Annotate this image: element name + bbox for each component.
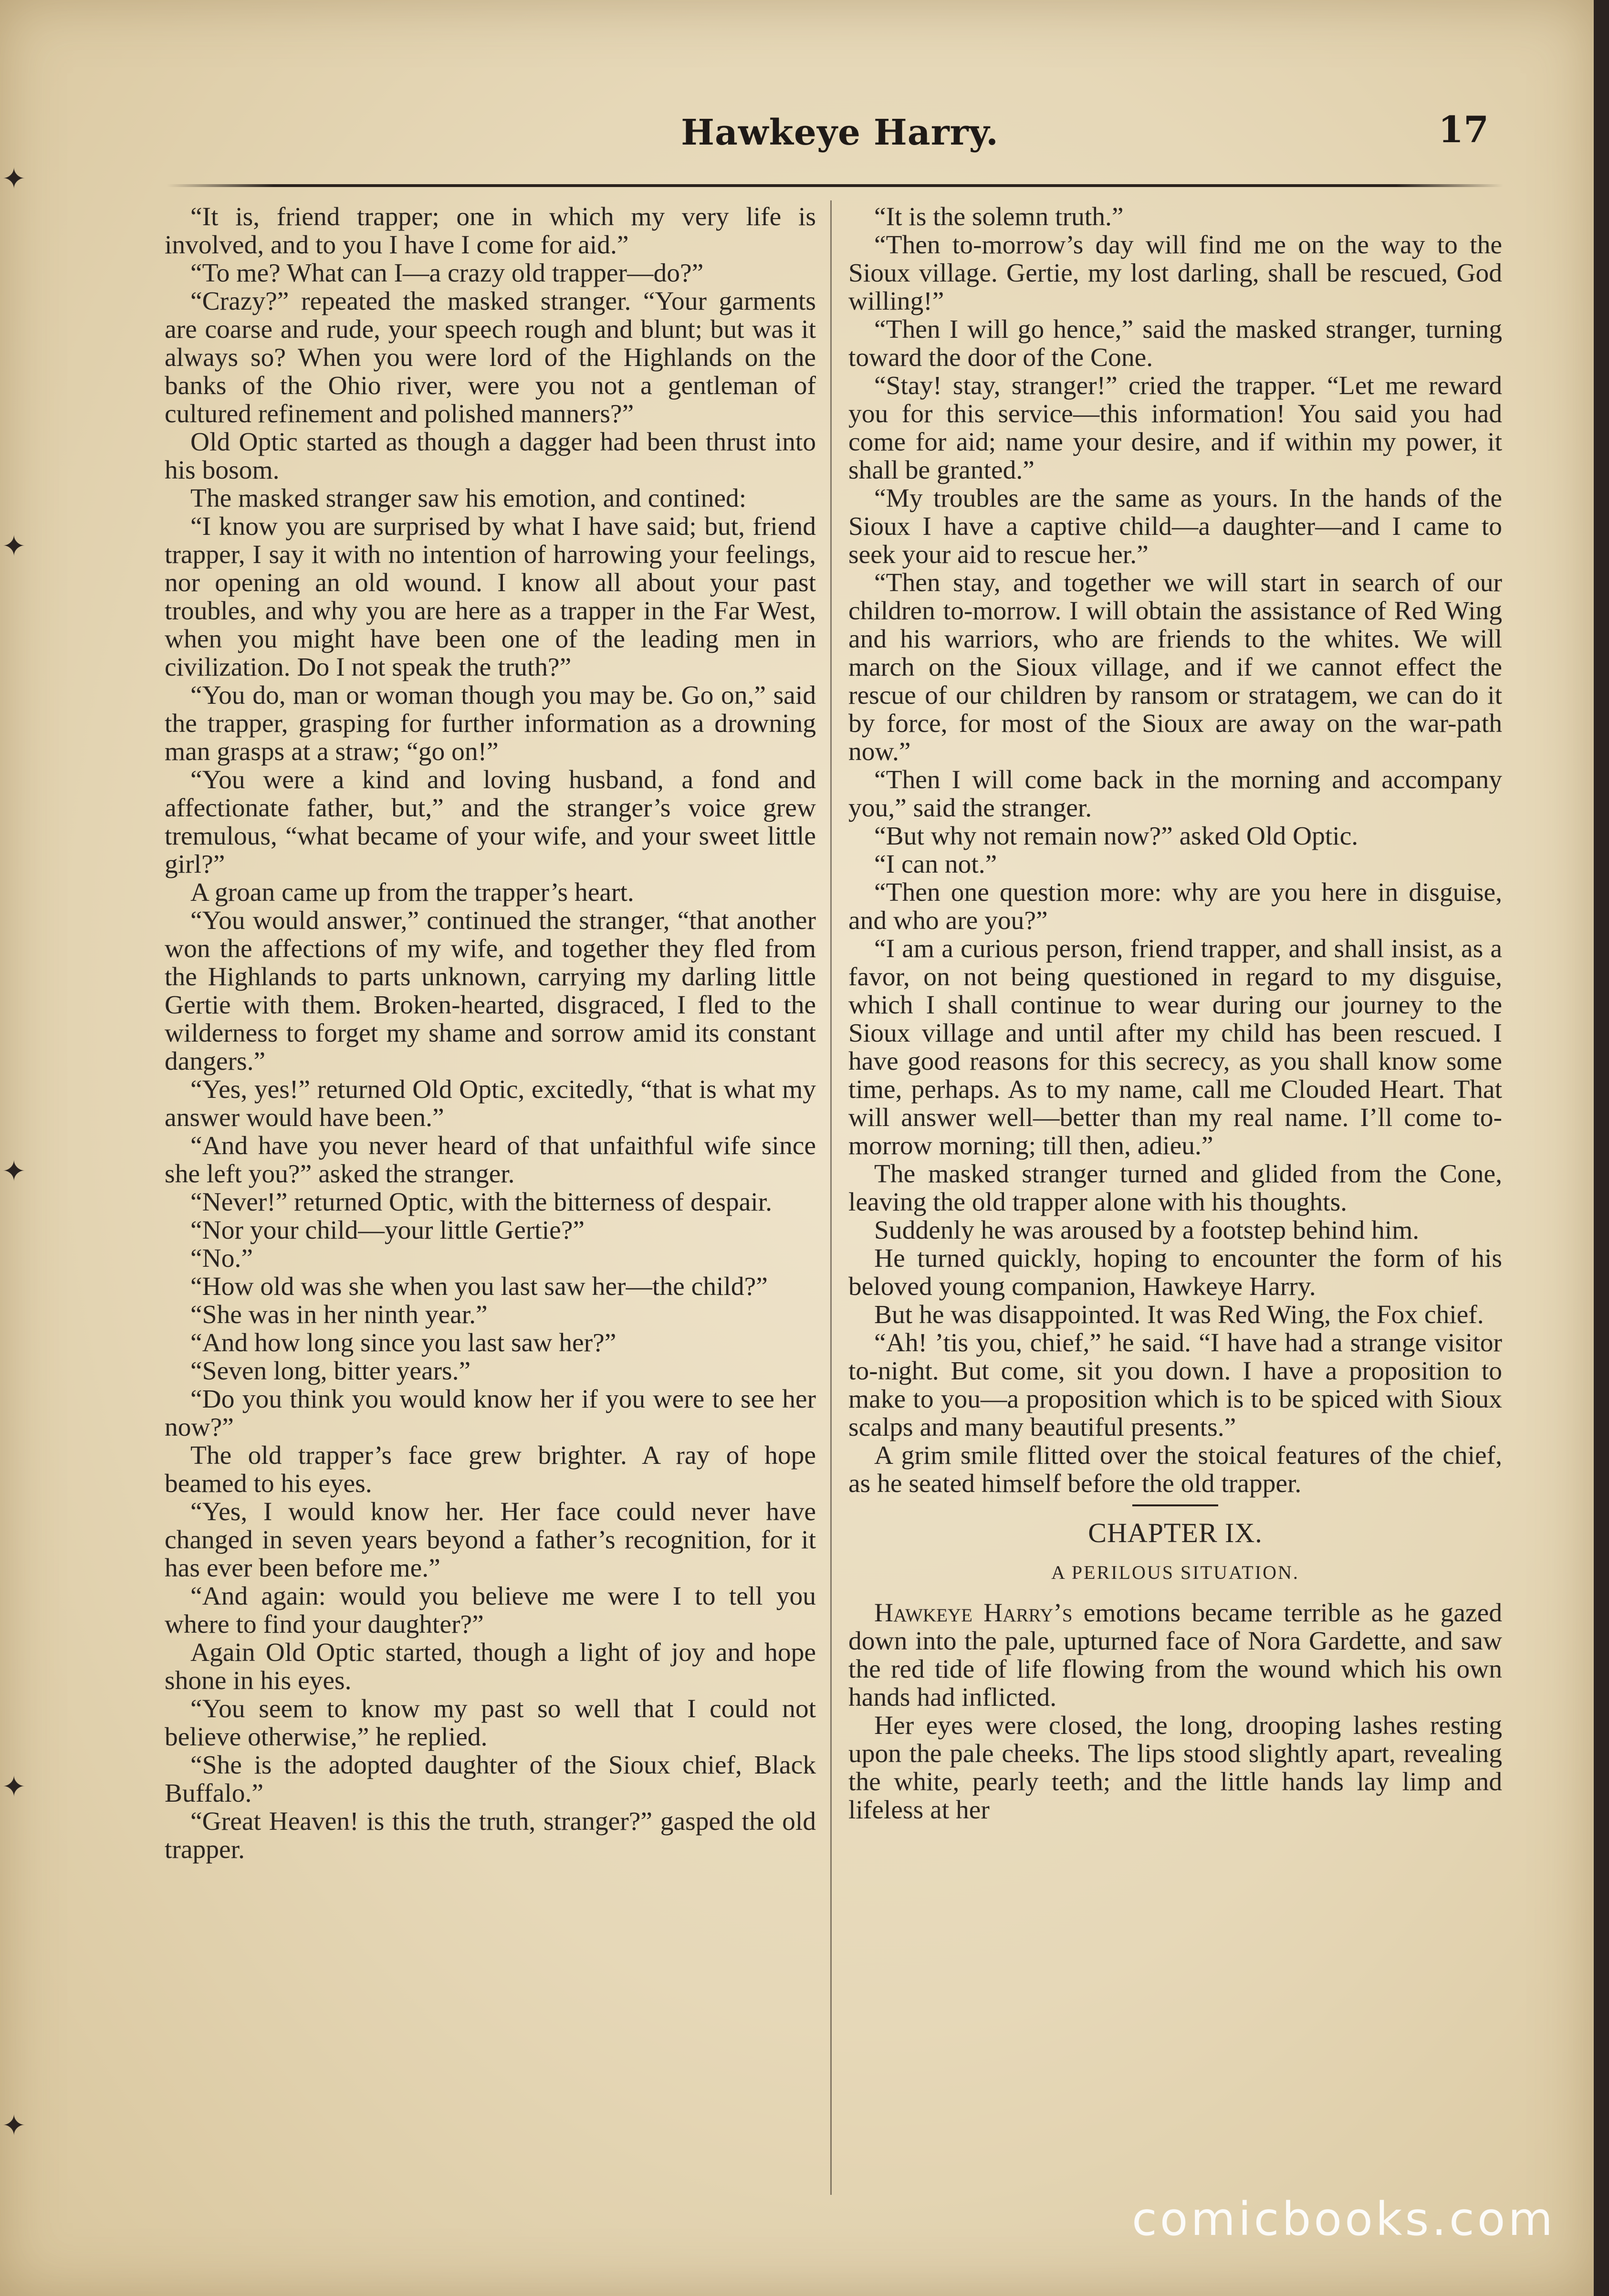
paragraph: “Crazy?” repeated the masked stranger. “Your garments are coarse and rude, your speech rough and blunt; but was it always so? When you were lord of the Highlands on the banks of the Ohio river, were you not a gentleman of cultured refinement and polished manners?” xyxy=(165,287,816,428)
chapter-opening-text: emotions became terrible as he gazed down into the pale, upturned face of Nora Gardette, and saw the red tide of life flowing from the wound which his own hands had inflicted. xyxy=(848,1598,1502,1712)
paragraph: “It is the solemn truth.” xyxy=(874,202,1124,231)
paragraph: “Then I will come back in the morning and accompany you,” said the stranger. xyxy=(848,765,1502,823)
column-divider xyxy=(830,200,832,2195)
paragraph: “Then to-morrow’s day will find me on the way to the Sioux village. Gertie, my lost darling, shall be rescued, God willing!” xyxy=(848,230,1502,316)
right-column-paragraphs xyxy=(848,203,1502,1498)
paragraph: “I am a curious person, friend trapper, and shall insist, as a favor, on not being questioned in regard to my disguise, which I shall continue to wear during our journey to the Sioux village and until after my child has been rescued. I have good reasons for this secrecy, as you shall know some time, perhaps. As to my name, call me Clouded Heart. That will answer well—better than my real name. I’ll come to-morrow morning; till then, adieu.” xyxy=(848,934,1502,1160)
running-title: Hawkeye Harry. xyxy=(681,112,999,153)
paragraph: “It is, friend trapper; one in which my very life is involved, and to you I have I come for aid.” xyxy=(165,202,816,260)
paragraph: Her eyes were closed, the long, drooping lashes resting upon the pale cheeks. The lips stood slightly apart, revealing the white, pearly teeth; and the little hands lay limp and lifeless at her xyxy=(848,1711,1502,1825)
paragraph: But he was disappointed. It was Red Wing, the Fox chief. xyxy=(874,1300,1484,1329)
chapter-opening-paragraph xyxy=(848,1599,1502,1712)
paragraph: “Then one question more: why are you here in disguise, and who are you?” xyxy=(848,878,1502,935)
paragraph: Again Old Optic started, though a light of joy and hope shone in his eyes. xyxy=(165,1638,816,1695)
chapter-rule xyxy=(1132,1504,1218,1506)
paragraph: “She is the adopted daughter of the Sioux chief, Black Buffalo.” xyxy=(165,1751,816,1808)
paragraph: “She was in her ninth year.” xyxy=(190,1300,488,1329)
left-column xyxy=(165,203,816,1864)
paragraph: “How old was she when you last saw her—the child?” xyxy=(190,1272,768,1301)
paragraph: “I know you are surprised by what I have said; but, friend trapper, I say it with no intention of harrowing your feelings, nor opening an old wound. I know all about your past troubles, and why you are here as a trapper in the Far West, when you might have been one of the leading men in civilization. Do I not speak the truth?” xyxy=(165,512,816,682)
binding-hole-mark: ✦ xyxy=(2,163,26,195)
paragraph: “And again: would you believe me were I to tell you where to find your daughter?” xyxy=(165,1582,816,1639)
paragraph: “You were a kind and loving husband, a fond and affectionate father, but,” and the stranger’s voice grew tremulous, “what became of your wife, and your sweet little girl?” xyxy=(165,765,816,879)
paragraph: “My troubles are the same as yours. In the hands of the Sioux I have a captive child—a daughter—and I came to seek your aid to rescue her.” xyxy=(848,484,1502,569)
paragraph: “I can not.” xyxy=(874,850,997,879)
paragraph: “And have you never heard of that unfaithful wife since she left you?” asked the stranger. xyxy=(165,1131,816,1189)
chapter-heading: CHAPTER IX. xyxy=(1088,1517,1263,1548)
binding-hole-mark: ✦ xyxy=(2,1771,26,1803)
paragraph: “Great Heaven! is this the truth, stranger?” gasped the old trapper. xyxy=(165,1807,816,1864)
paragraph: “Do you think you would know her if you were to see her now?” xyxy=(165,1385,816,1442)
paragraph: “No.” xyxy=(190,1244,253,1273)
binding-hole-mark: ✦ xyxy=(2,1156,26,1187)
paragraph: A groan came up from the trapper’s heart. xyxy=(190,878,634,907)
paragraph: “And how long since you last saw her?” xyxy=(190,1328,616,1357)
header-rule xyxy=(167,184,1503,187)
paragraph: “Never!” returned Optic, with the bitterness of despair. xyxy=(190,1188,773,1217)
paragraph: A grim smile flitted over the stoical features of the chief, as he seated himself before the old trapper. xyxy=(848,1441,1502,1498)
paragraph: “But why not remain now?” asked Old Optic. xyxy=(874,822,1358,851)
paragraph: “Stay! stay, stranger!” cried the trapper. “Let me reward you for this service—this information! You said you had come for aid; name your desire, and if within my power, it shall be granted.” xyxy=(848,371,1502,485)
paragraph: “Yes, I would know her. Her face could never have changed in seven years beyond a father’s recognition, for it has ever been before me.” xyxy=(165,1497,816,1583)
chapter-subtitle: A PERILOUS SITUATION. xyxy=(1051,1562,1299,1583)
paragraph: He turned quickly, hoping to encounter the form of his beloved young companion, Hawkeye Harry. xyxy=(848,1244,1502,1301)
paragraph: Old Optic started as though a dagger had been thrust into his bosom. xyxy=(165,428,816,485)
binding-holes xyxy=(0,0,38,2296)
chapter-opening-name: Hawkeye Harry’s xyxy=(874,1598,1073,1628)
paragraph: “Then I will go hence,” said the masked stranger, turning toward the door of the Cone. xyxy=(848,315,1502,372)
paragraph: “Yes, yes!” returned Old Optic, excitedly, “that is what my answer would have been.” xyxy=(165,1075,816,1132)
paragraph: “Nor your child—your little Gertie?” xyxy=(190,1216,585,1245)
paragraph: “You would answer,” continued the stranger, “that another won the affections of my wife, and together they fled from the Highlands to parts unknown, carrying my darling little Gertie with them. Broken-hearted, disgraced, I fled to the wilderness to forget my shame and sorrow amid its constant dangers.” xyxy=(165,906,816,1076)
page-edge xyxy=(1594,0,1609,2296)
watermark: comicbooks.com xyxy=(1131,2192,1556,2246)
paragraph: “You do, man or woman though you may be. Go on,” said the trapper, grasping for further information as a drowning man grasps at a straw; “go on!” xyxy=(165,681,816,766)
paragraph: “Ah! ’tis you, chief,” he said. “I have had a strange visitor to-night. But come, sit you down. I have a proposition to make to you—a proposition which is to be spiced with Sioux scalps and many beautiful presents.” xyxy=(848,1328,1502,1442)
right-column xyxy=(848,203,1502,1824)
running-head xyxy=(162,108,1517,165)
binding-hole-mark: ✦ xyxy=(2,531,26,562)
paragraph: “You seem to know my past so well that I could not believe otherwise,” he replied. xyxy=(165,1694,816,1752)
paragraph: “To me? What can I—a crazy old trapper—do?” xyxy=(190,259,704,288)
paragraph: The old trapper’s face grew brighter. A ray of hope beamed to his eyes. xyxy=(165,1441,816,1498)
paragraph: Suddenly he was aroused by a footstep behind him. xyxy=(874,1216,1420,1245)
paragraph: “Seven long, bitter years.” xyxy=(190,1357,471,1386)
paragraph: The masked stranger saw his emotion, and contined: xyxy=(190,484,747,513)
page-number: 17 xyxy=(1438,108,1489,151)
paragraph: “Then stay, and together we will start in search of our children to-morrow. I will obtain the assistance of Red Wing and his warriors, who are friends to the whites. We will march on the Sioux village, and if we cannot effect the rescue of our children by ransom or stratagem, we can do it by force, for most of the Sioux are away on the war-path now.” xyxy=(848,568,1502,766)
binding-hole-mark: ✦ xyxy=(2,2110,26,2141)
paragraph: The masked stranger turned and glided from the Cone, leaving the old trapper alone with his thoughts. xyxy=(848,1159,1502,1217)
chapter-paragraphs xyxy=(848,1712,1502,1824)
